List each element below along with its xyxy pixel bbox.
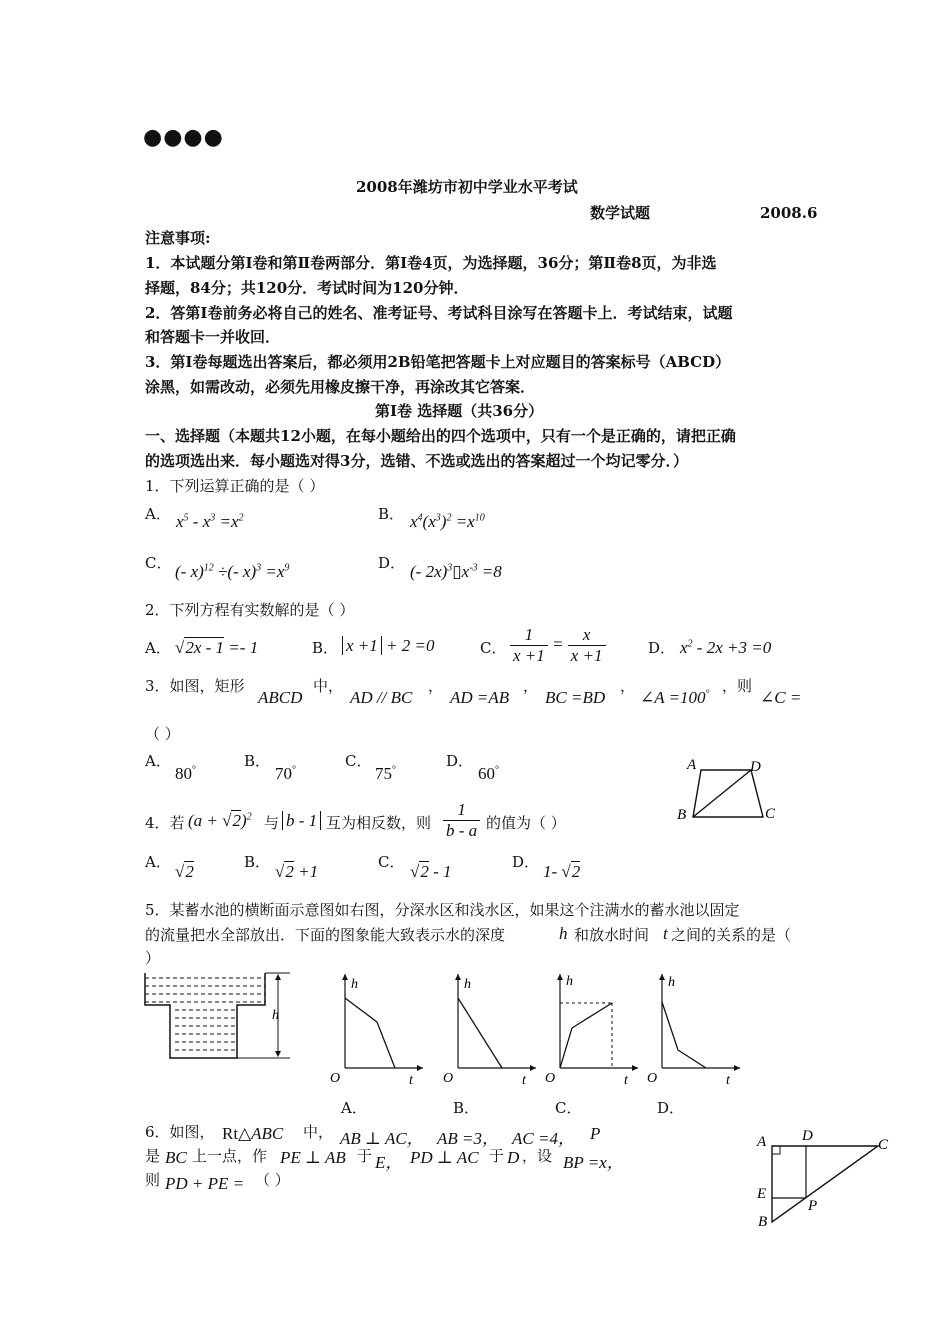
graph-d-h-label: h	[668, 975, 675, 990]
q3-angle-c: ∠C =	[760, 688, 802, 707]
q5-graph-d	[632, 968, 747, 1088]
q6-yu-1: 于	[357, 1147, 373, 1165]
q2-option-c: $\frac{1}{x +1}$ = $\frac{x}{x +1}$	[510, 625, 606, 666]
q3-label-b: B．	[244, 752, 271, 770]
q1-option-b: $x^4(x^3)^2 =x^{10}$	[410, 512, 485, 531]
exam-title: 2008年潍坊市初中学业水平考试	[356, 178, 578, 196]
q4-option-a: √2	[175, 862, 194, 881]
q5-graph-a	[315, 968, 425, 1088]
graph-b-h-label: h	[464, 977, 471, 992]
q4-option-b: √2 +1	[275, 862, 319, 881]
graph-a-t-label: t	[409, 1073, 413, 1088]
section-instructions-b: 的选项选出来．每小题选对得3分，选错、不选或选出的答案超过一个均记零分．）	[145, 452, 688, 470]
q4-expr-square: $(a + √2)^2$	[188, 811, 252, 830]
q3-comma-2: ，	[523, 677, 539, 695]
q6-point-d: D	[507, 1148, 520, 1167]
q6-triangle: Rt△ABC	[222, 1124, 284, 1143]
q5-stem-c: ）	[145, 949, 161, 967]
graph-d-origin: O	[647, 1071, 658, 1086]
q5-caption-d: D．	[657, 1099, 685, 1117]
q3-option-c: 75°	[375, 764, 396, 783]
q6-cond-ac: AC =4，	[512, 1129, 575, 1148]
q6-fig-label-c: C	[878, 1137, 889, 1153]
section-instructions-a: 一、选择题（本题共12小题，在每小题给出的四个选项中，只有一个是正确的，请把正确	[145, 427, 736, 445]
notes-heading: 注意事项:	[145, 229, 211, 247]
q4-expr-abs: b - 1	[282, 811, 321, 831]
q3-paren: （ ）	[145, 725, 180, 743]
graph-b-origin: O	[443, 1071, 454, 1086]
note-3a: 3．第Ⅰ卷每题选出答案后，都必须用2B铅笔把答题卡上对应题目的答案标号（ABCD）	[145, 353, 731, 371]
q1-option-d: (- $2x)^3▯x^{-3} =8$	[410, 562, 502, 581]
q4-option-d: 1- √2	[543, 862, 581, 881]
q5-graph-b	[428, 968, 538, 1088]
q6-seg-bc: BC	[165, 1148, 187, 1167]
q6-cond-pd: PD ⊥ AC	[410, 1148, 479, 1167]
q1-label-d: D．	[378, 554, 406, 572]
q6-she: ，设	[522, 1147, 553, 1165]
q3-fig-label-d: D	[750, 759, 761, 775]
q4-label-d: D．	[512, 853, 540, 871]
q1-option-a: $x^5 - x^3 =x^2$	[176, 512, 244, 531]
q6-cond-perp: AB ⊥ AC，	[340, 1129, 424, 1148]
q4-label-a: A．	[145, 853, 171, 871]
q3-cond-parallel: AD // BC	[350, 688, 413, 707]
q3-fig-label-a: A	[687, 757, 697, 773]
exam-subject: 数学试题	[590, 204, 651, 222]
q6-zhong: 中，	[303, 1123, 334, 1141]
graph-c-t-label: t	[624, 1073, 628, 1088]
q3-comma-3: ，	[620, 677, 636, 695]
q5-pool-label-h: h	[272, 1008, 279, 1023]
q2-label-d: D．	[648, 639, 676, 657]
q4-yu: 与	[264, 814, 280, 832]
q6-cond-bp: BP =x，	[563, 1153, 624, 1172]
q6-point-e: E，	[375, 1153, 403, 1172]
graph-a-h-label: h	[351, 977, 358, 992]
q5-stem-b2: 和放水时间	[574, 926, 650, 944]
note-1a: 1．本试题分第Ⅰ卷和第Ⅱ卷两部分．第Ⅰ卷4页，为选择题，36分；第Ⅱ卷8页，为非选	[145, 254, 717, 272]
q3-label-d: D．	[446, 752, 474, 770]
q6-yu-2: 于	[489, 1147, 505, 1165]
q5-caption-b: B．	[453, 1099, 480, 1117]
q1-label-c: C．	[145, 554, 172, 572]
q3-option-a: 80°	[175, 764, 196, 783]
q3-cond-angle-a: ∠A =100°	[640, 688, 710, 707]
section-title: 第Ⅰ卷 选择题（共36分）	[375, 402, 544, 420]
q1-stem: 1．下列运算正确的是（ ）	[145, 477, 325, 495]
note-2b: 和答题卡一并收回．	[145, 328, 281, 346]
q2-stem: 2．下列方程有实数解的是（ ）	[145, 601, 355, 619]
q1-label-a: A．	[145, 505, 171, 523]
q6-fig-label-e: E	[757, 1186, 767, 1202]
graph-b-t-label: t	[522, 1073, 526, 1088]
q3-zhong: 中，	[313, 677, 344, 695]
q6-fig-label-p: P	[808, 1198, 818, 1214]
q3-fig-label-c: C	[765, 806, 776, 822]
q6-paren: （ ）	[255, 1171, 290, 1189]
q6-expression: PD + PE =	[165, 1174, 245, 1193]
q6-ze: 则	[145, 1171, 161, 1189]
q5-caption-a: A．	[341, 1099, 367, 1117]
q4-option-c: √2 - 1	[410, 862, 452, 881]
graph-a-origin: O	[330, 1071, 341, 1086]
q5-graph-c	[530, 968, 640, 1088]
q3-label-c: C．	[345, 752, 372, 770]
graph-c-h-label: h	[566, 974, 573, 989]
q3-rect-abcd: ABCD	[258, 688, 303, 707]
q5-stem-b3: 之间的关系的是（	[671, 926, 792, 944]
q6-fig-label-d: D	[802, 1128, 813, 1144]
q1-option-c: (- x)$^{12}$ ÷(- $x)^3 =x^9$	[175, 562, 290, 581]
q6-fig-label-a: A	[757, 1134, 767, 1150]
q3-cond-bc-bd: BC =BD	[545, 688, 606, 707]
q6-point-p: P	[590, 1124, 601, 1143]
q4-stem-start: 4．若	[145, 814, 185, 832]
q3-fig-label-b: B	[677, 807, 687, 823]
exam-date: 2008.6	[760, 204, 818, 222]
q3-ze: ，则	[722, 677, 753, 695]
q3-option-d: 60°	[478, 764, 499, 783]
decorative-dots: ●●●●	[143, 124, 224, 150]
q2-label-b: B．	[312, 639, 339, 657]
note-1b: 择题，84分；共120分．考试时间为120分钟．	[145, 279, 469, 297]
note-3b: 涂黑，如需改动，必须先用橡皮擦干净，再涂改其它答案．	[145, 378, 536, 396]
q4-label-b: B．	[244, 853, 271, 871]
q3-option-b: 70°	[275, 764, 296, 783]
q6-cond-pe: PE ⊥ AB	[280, 1148, 346, 1167]
q2-label-a: A．	[145, 639, 171, 657]
q6-cond-ab: AB =3，	[437, 1129, 499, 1148]
q4-tail: 的值为（ ）	[486, 814, 566, 832]
q5-stem-a: 5．某蓄水池的横断面示意图如右图，分深水区和浅水区，如果这个注满水的蓄水池以固定	[145, 901, 740, 919]
q4-label-c: C．	[378, 853, 405, 871]
q6-fig-label-b: B	[758, 1214, 768, 1230]
q2-option-b: x +1 + 2 =0	[342, 636, 434, 656]
q1-label-b: B．	[378, 505, 405, 523]
q2-option-d: $x^2 - 2x +3 =0$	[680, 638, 772, 657]
q3-cond-ad-ab: AD =AB	[450, 688, 510, 707]
q3-stem-start: 3．如图，矩形	[145, 677, 245, 695]
q4-expr-fraction: $\frac{1}{b - a}$	[443, 800, 480, 841]
q3-comma-1: ，	[428, 677, 444, 695]
q4-mutual: 互为相反数，则	[326, 814, 432, 832]
q3-trapezoid-figure	[670, 750, 790, 830]
q6-shang: 上一点，作	[192, 1147, 268, 1165]
q5-caption-c: C．	[555, 1099, 582, 1117]
q6-right-triangle-figure	[750, 1125, 900, 1235]
q2-label-c: C．	[480, 639, 507, 657]
q3-label-a: A．	[145, 752, 171, 770]
q5-stem-b1: 的流量把水全部放出．下面的图象能大致表示水的深度	[145, 926, 506, 944]
graph-c-origin: O	[545, 1071, 556, 1086]
q6-stem-start: 6．如图，	[145, 1123, 215, 1141]
q5-var-h: h	[559, 924, 568, 943]
q5-pool-figure	[140, 968, 300, 1064]
note-2a: 2．答第Ⅰ卷前务必将自己的姓名、准考证号、考试科目涂写在答题卡上．考试结束，试题	[145, 304, 733, 322]
graph-d-t-label: t	[726, 1073, 730, 1088]
q5-var-t: t	[663, 924, 668, 943]
q6-shi: 是	[145, 1147, 161, 1165]
q2-option-a: √2x - 1 =- 1	[175, 638, 259, 657]
